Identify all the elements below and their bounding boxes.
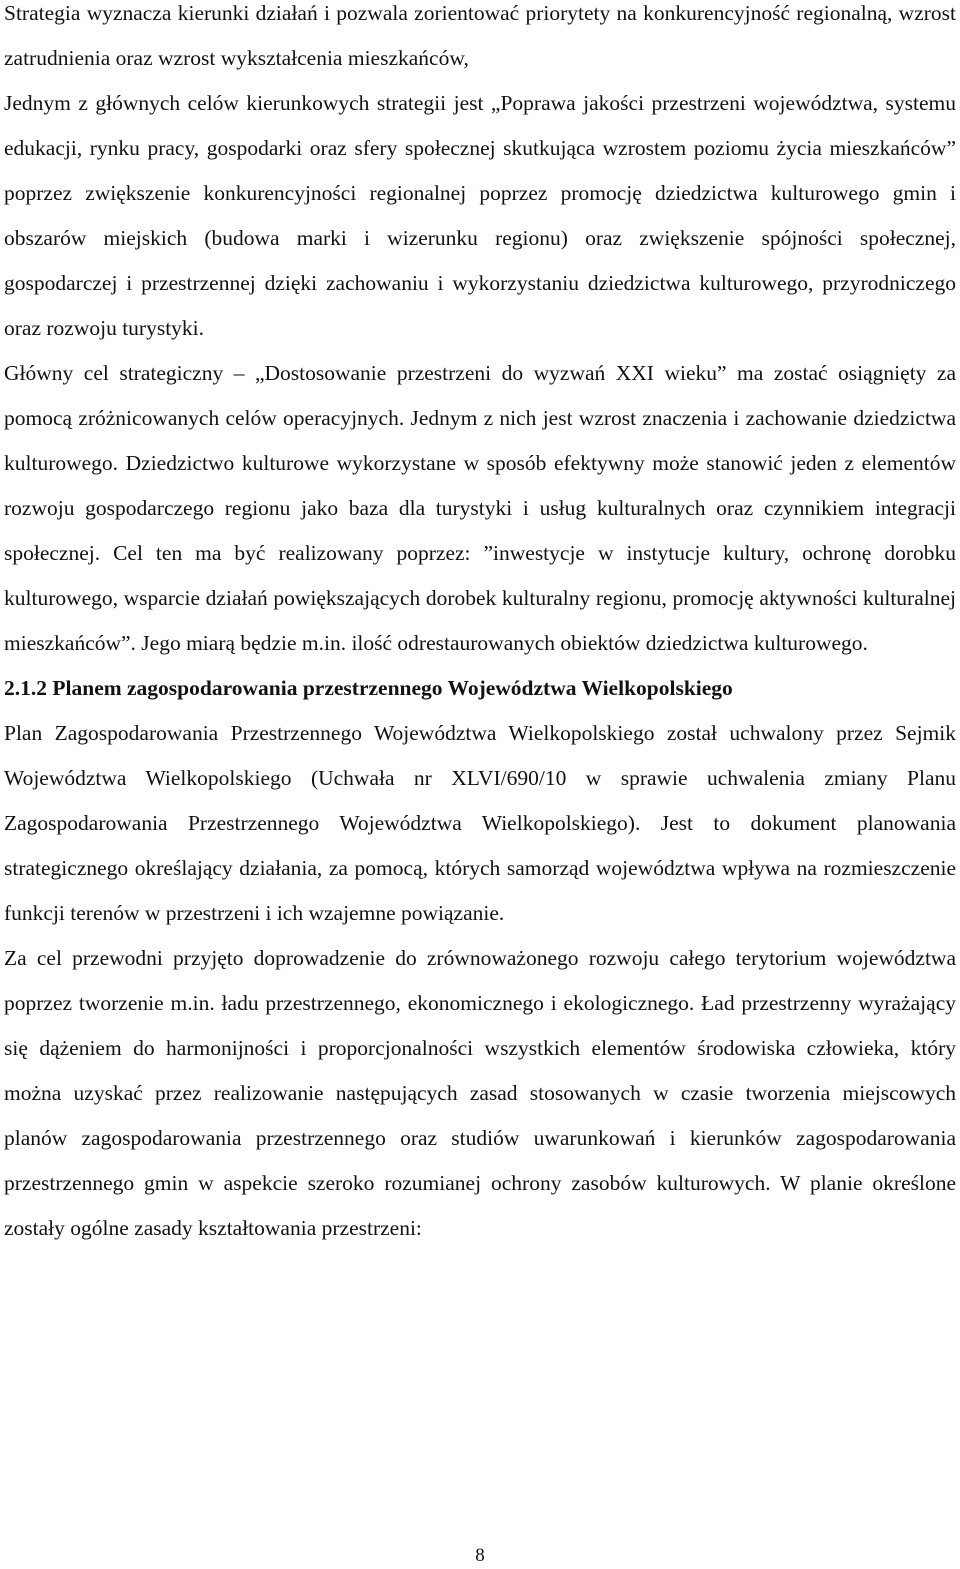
paragraph-strategic-objective: Główny cel strategiczny – „Dostosowanie przestrzeni do wyzwań XXI wieku” ma zostać osiągnięty za pomocą zróżnicowanych celów operacyjnych. Jednym z nich jest wzrost znaczenia i zachowanie dziedzictwa kulturowego. Dziedzictwo kulturowe wykorzystane w sposób efektywny może stanowić jeden z elementów rozwoju gospodarczego regionu jako baza dla turystyki i usług kulturalnych oraz czynnikiem integracji społecznej. Cel ten ma być realizowany poprzez: ”inwestycje w instytucje kultury, ochronę dorobku kulturowego, wsparcie działań powiększających dorobek kulturalny regionu, promocję aktywności kulturalnej mieszkańców”. Jego miarą będzie m.in. ilość odrestaurowanych obiektów dziedzictwa kulturowego. [4, 361, 956, 655]
paragraph-plan-description: Plan Zagospodarowania Przestrzennego Województwa Wielkopolskiego został uchwalony przez Sejmik Województwa Wielkopolskiego (Uchwała nr XLVI/690/10 w sprawie uchwalenia zmiany Planu Zagospodarowania Przestrzennego Województwa Wielkopolskiego). Jest to dokument planowania strategicznego określający działania, za pomocą, których samorząd województwa wpływa na rozmieszczenie funkcji terenów w przestrzeni i ich wzajemne powiązanie. [4, 721, 956, 925]
section-heading: 2.1.2 Planem zagospodarowania przestrzennego Województwa Wielkopolskiego [4, 676, 733, 700]
paragraph-strategy-goal: Jednym z głównych celów kierunkowych strategii jest „Poprawa jakości przestrzeni województwa, systemu edukacji, rynku pracy, gospodarki oraz sfery społecznej skutkująca wzrostem poziomu życia mieszkańców” poprzez zwiększenie konkurencyjności regionalnej poprzez promocję dziedzictwa kulturowego gmin i obszarów miejskich (budowa marki i wizerunku regionu) oraz zwiększenie spójności społecznej, gospodarczej i przestrzennej dzięki zachowaniu i wykorzystaniu dziedzictwa kulturowego, przyrodniczego oraz rozwoju turystyki. [4, 91, 956, 340]
page-number: 8 [475, 1545, 485, 1566]
document-page [4, 0, 956, 1251]
paragraph-plan-goal: Za cel przewodni przyjęto doprowadzenie do zrównoważonego rozwoju całego terytorium województwa poprzez tworzenie m.in. ładu przestrzennego, ekonomicznego i ekologicznego. Ład przestrzenny wyrażający się dążeniem do harmonijności i proporcjonalności wszystkich elementów środowiska człowieka, który można uzyskać przez realizowanie następujących zasad stosowanych w czasie tworzenia miejscowych planów zagospodarowania przestrzennego oraz studiów uwarunkowań i kierunków zagospodarowania przestrzennego gmin w aspekcie szeroko rozumianej ochrony zasobów kulturowych. W planie określone zostały ogólne zasady kształtowania przestrzeni: [4, 946, 956, 1240]
paragraph-strategy-intro: Strategia wyznacza kierunki działań i pozwala zorientować priorytety na konkurencyjność regionalną, wzrost zatrudnienia oraz wzrost wykształcenia mieszkańców, [4, 1, 956, 70]
